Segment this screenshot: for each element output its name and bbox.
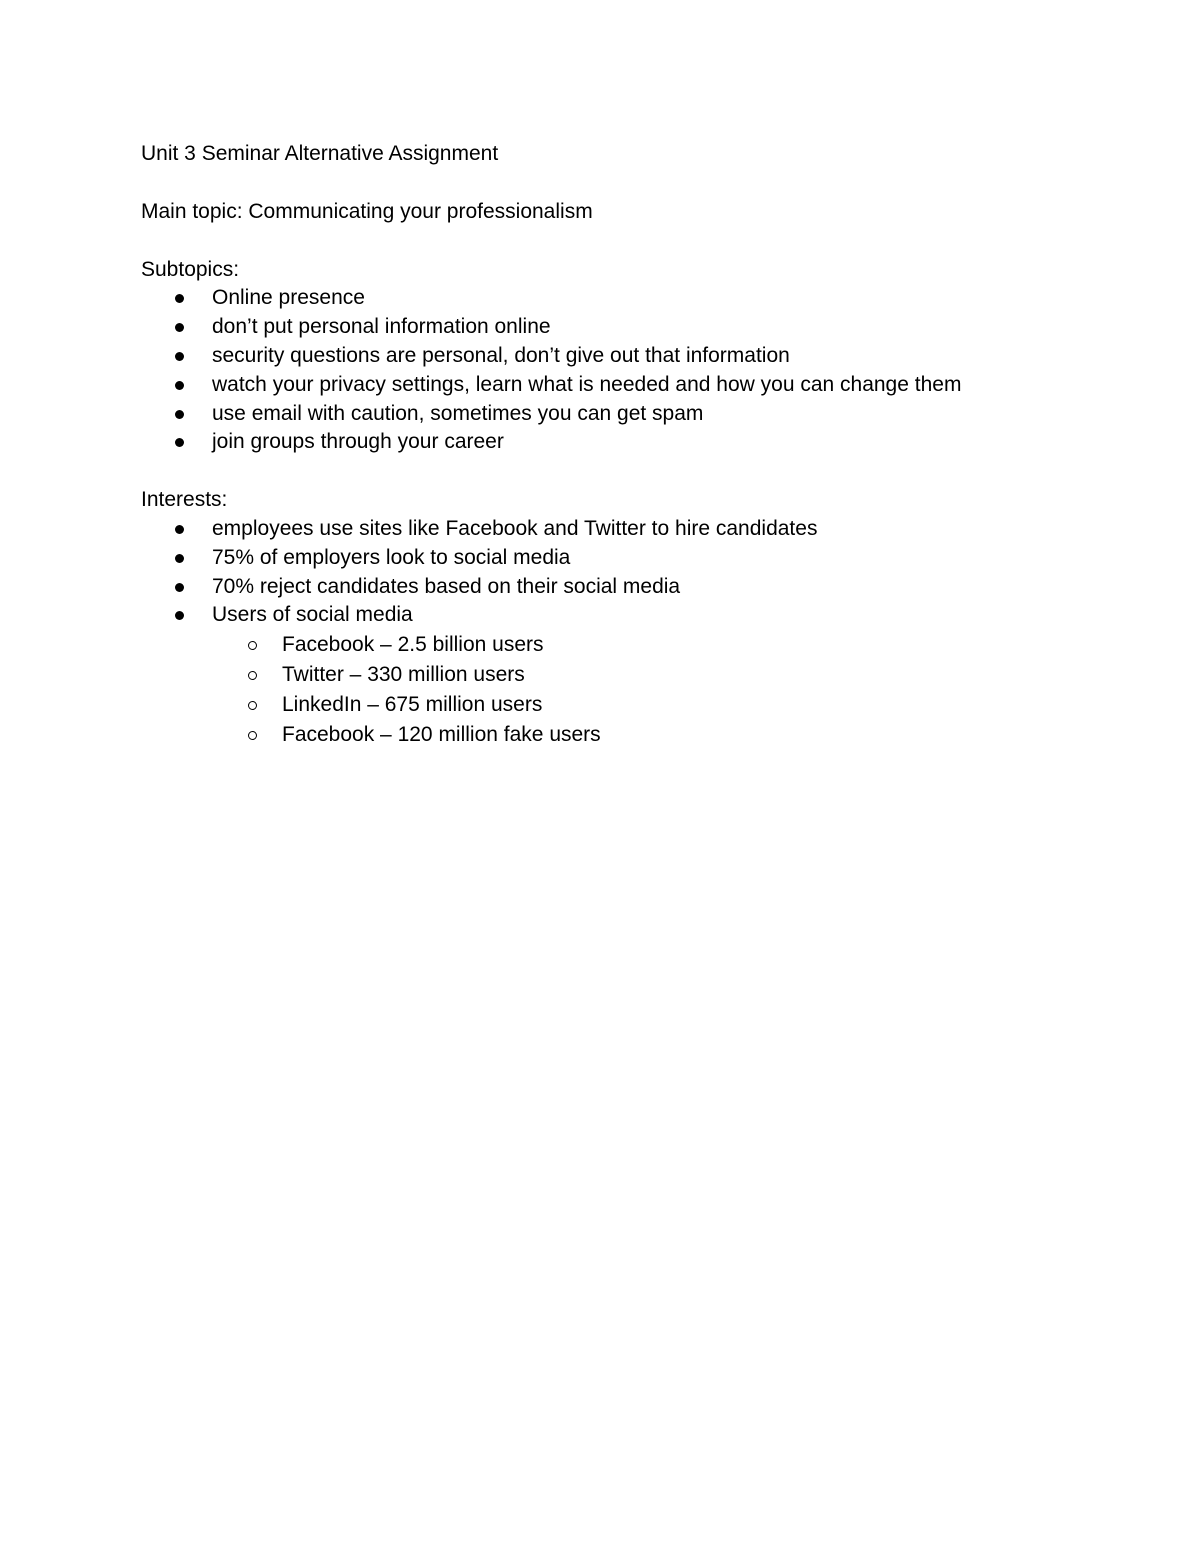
sub-list-item-text: Facebook – 2.5 billion users	[282, 633, 544, 657]
list-item-text: employees use sites like Facebook and Twitter to hire candidates	[212, 516, 818, 540]
list-item-text: Users of social media	[212, 603, 413, 627]
spacer	[141, 457, 1121, 486]
sub-list-item-text: Twitter – 330 million users	[282, 663, 525, 687]
bullet-icon	[175, 381, 184, 390]
list-item	[141, 342, 1121, 371]
sub-list-item-text: Facebook – 120 million fake users	[282, 723, 601, 747]
list-item-text: join groups through your career	[212, 430, 504, 454]
list-item-text: security questions are personal, don’t give out that information	[212, 343, 790, 367]
list-item	[141, 284, 1121, 313]
list-item	[141, 428, 1121, 457]
list-item	[141, 371, 1121, 400]
list-item	[141, 573, 1121, 602]
bullet-icon	[175, 611, 184, 620]
document-body	[141, 140, 1121, 750]
spacer	[141, 227, 1121, 256]
sub-list-item	[141, 690, 1121, 720]
sub-list-item	[141, 630, 1121, 660]
interests-list	[141, 515, 1121, 630]
bullet-icon	[175, 294, 184, 303]
interests-heading: Interests:	[141, 488, 228, 512]
list-item	[141, 313, 1121, 342]
circle-bullet-icon	[248, 641, 257, 650]
bullet-icon	[175, 525, 184, 534]
list-item	[141, 515, 1121, 544]
document-title: Unit 3 Seminar Alternative Assignment	[141, 142, 499, 165]
list-item-text: don’t put personal information online	[212, 315, 551, 339]
bullet-icon	[175, 554, 184, 563]
list-item-text: Online presence	[212, 286, 365, 310]
sub-list-item-text: LinkedIn – 675 million users	[282, 693, 543, 717]
circle-bullet-icon	[248, 701, 257, 710]
bullet-icon	[175, 410, 184, 419]
list-item-text: use email with caution, sometimes you can get spam	[212, 401, 704, 425]
list-item	[141, 544, 1121, 573]
sub-list-item	[141, 660, 1121, 690]
list-item-text: 70% reject candidates based on their social media	[212, 574, 681, 598]
list-item	[141, 601, 1121, 630]
subtopics-list	[141, 284, 1121, 457]
main-topic: Main topic: Communicating your professionalism	[141, 199, 593, 223]
circle-bullet-icon	[248, 731, 257, 740]
circle-bullet-icon	[248, 671, 257, 680]
bullet-icon	[175, 583, 184, 592]
bullet-icon	[175, 352, 184, 361]
bullet-icon	[175, 438, 184, 447]
sub-list-item	[141, 720, 1121, 750]
list-item	[141, 400, 1121, 429]
bullet-icon	[175, 323, 184, 332]
social-media-users-list	[141, 630, 1121, 750]
list-item-text: 75% of employers look to social media	[212, 545, 571, 569]
spacer	[141, 169, 1121, 198]
list-item-text: watch your privacy settings, learn what is needed and how you can change them	[212, 372, 962, 396]
subtopics-heading: Subtopics:	[141, 257, 240, 281]
